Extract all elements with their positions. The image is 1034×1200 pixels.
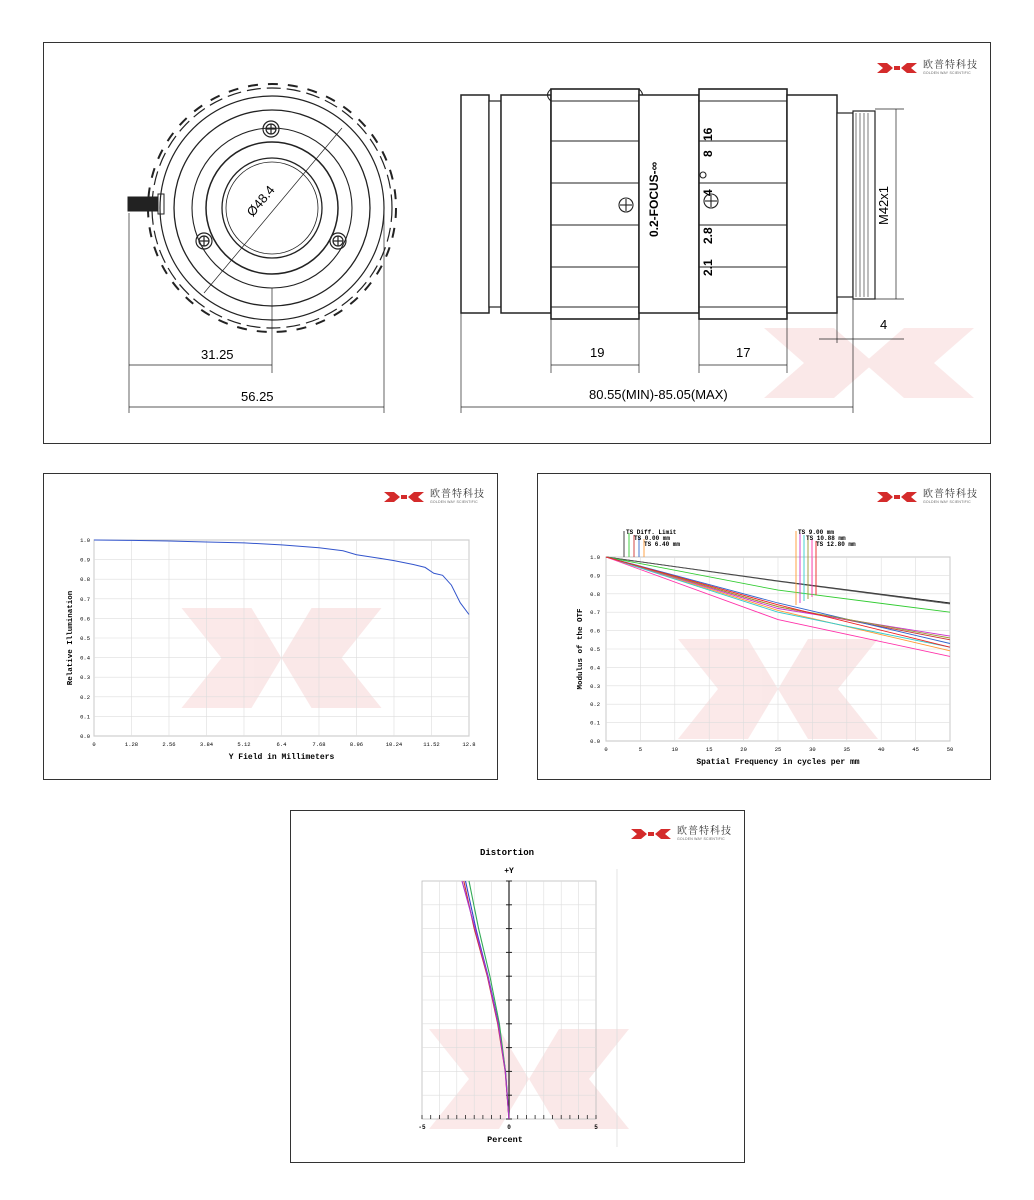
y-axis-label: Modulus of the OTF	[577, 608, 585, 690]
y-tick-label: 0.5	[80, 635, 90, 642]
y-tick-label: 0.6	[80, 615, 90, 623]
y-tick-label: 0.6	[590, 627, 600, 635]
x-axis-label: Y Field in Millimeters	[228, 753, 335, 762]
y-tick-label: 0.4	[590, 664, 600, 672]
y-tick-label: 0.2	[590, 701, 600, 709]
watermark-logo	[429, 1029, 629, 1129]
brand-name-cn: 欧普特科技	[430, 488, 485, 500]
y-tick-label: 0.3	[590, 682, 600, 690]
brand-name-cn: 欧普特科技	[923, 59, 978, 71]
dim-4-label: 4	[880, 317, 888, 332]
x-tick-label: 25	[774, 746, 782, 753]
legend-entry: TS 12.80 mm	[816, 541, 856, 548]
legend-entry: TS 6.40 mm	[644, 541, 681, 548]
thread-label: M42x1	[876, 185, 891, 225]
aperture-mark-16: 16	[701, 127, 715, 141]
dim-31-label: 31.25	[201, 347, 234, 362]
y-tick-label: 0.1	[590, 719, 600, 727]
aperture-mark-2-8: 2.8	[701, 227, 715, 244]
brand-name-en: GOLDEN WAY SCIENTIFIC	[430, 499, 478, 504]
y-tick-label: 0.8	[80, 576, 90, 584]
brand-name-cn: 欧普特科技	[677, 825, 732, 837]
dim-17-label: 17	[736, 345, 751, 360]
x-tick-label: 40	[877, 746, 885, 753]
y-tick-label: 0.9	[80, 556, 90, 564]
relative-illumination-chart	[44, 474, 497, 779]
x-axis-label: Spatial Frequency in cycles per mm	[696, 758, 860, 767]
lock-screw	[128, 194, 164, 214]
x-tick-label: 12.8	[462, 741, 476, 748]
distortion-chart	[291, 811, 744, 1162]
x-tick-label: 6.4	[276, 741, 287, 748]
y-tick-label: 0.0	[590, 738, 600, 745]
screw-left	[196, 233, 212, 249]
brand-name-en: GOLDEN WAY SCIENTIFIC	[923, 70, 971, 75]
front-view	[128, 84, 396, 413]
dim-19-label: 19	[590, 345, 605, 360]
x-axis-label: Percent	[487, 1135, 523, 1145]
x-tick-label: 2.56	[162, 741, 176, 748]
chart-title: Distortion	[479, 848, 535, 858]
y-tick-label: 0.4	[80, 654, 90, 662]
x-tick-label: 0	[604, 746, 608, 753]
y-tick-label: 0.0	[80, 733, 90, 740]
diameter-label: Ø48.4	[243, 182, 278, 220]
y-tick-label: 0.8	[590, 590, 600, 598]
x-tick-label: 50	[946, 746, 954, 753]
x-tick-label: 5.12	[237, 741, 251, 748]
mtf-panel	[537, 473, 991, 780]
x-tick-label: 20	[740, 746, 747, 753]
x-tick-label: 5	[638, 746, 643, 753]
x-tick-label: 10.24	[385, 741, 403, 748]
watermark-logo	[764, 328, 974, 398]
y-tick-label: 0.1	[80, 713, 90, 721]
y-tick-label: 0.2	[80, 693, 90, 701]
x-tick-label: 3.84	[199, 741, 214, 748]
dim-56-label: 56.25	[241, 389, 274, 404]
x-tick-label: 30	[809, 746, 816, 753]
length-label: 80.55(MIN)-85.05(MAX)	[589, 387, 728, 402]
screw-top	[263, 121, 279, 137]
x-tick-label: 8.96	[349, 741, 364, 748]
aperture-mark-8: 8	[701, 150, 715, 157]
lens-drawing	[44, 43, 990, 443]
x-tick-label: 0	[507, 1124, 511, 1131]
brand-name-en: GOLDEN WAY SCIENTIFIC	[923, 499, 971, 504]
legend-entry: TS 10.88 mm	[806, 535, 846, 542]
y-tick-label: 0.5	[590, 646, 600, 653]
x-tick-label: 5	[594, 1124, 598, 1131]
y-tick-label: 1.0	[590, 554, 600, 561]
y-tick-label: 1.0	[80, 537, 90, 544]
x-tick-label: 10	[671, 746, 679, 753]
x-tick-label: 11.52	[423, 741, 440, 748]
legend-entry: TS Diff. Limit	[626, 529, 677, 536]
x-tick-label: -5	[418, 1124, 426, 1131]
y-tick-label: 0.9	[590, 572, 600, 580]
drawing-panel	[43, 42, 991, 444]
x-tick-label: 35	[843, 746, 851, 753]
aperture-mark-2-1: 2.1	[701, 259, 715, 276]
y-axis-label: +Y	[504, 867, 514, 876]
y-tick-label: 0.7	[80, 595, 90, 603]
y-tick-label: 0.3	[80, 674, 90, 682]
screw-right	[330, 233, 346, 249]
relative-illumination-panel	[43, 473, 498, 780]
aperture-mark-4: 4	[701, 189, 715, 196]
y-axis-label: Relative Illumination	[67, 590, 75, 686]
x-tick-label: 7.68	[312, 741, 326, 748]
brand-name-en: GOLDEN WAY SCIENTIFIC	[677, 836, 725, 841]
distortion-panel	[290, 810, 745, 1163]
x-tick-label: 45	[912, 746, 919, 753]
legend-entry: TS 9.00 mm	[798, 529, 835, 536]
mtf-chart	[538, 474, 990, 779]
x-tick-label: 0	[92, 741, 96, 748]
brand-name-cn: 欧普特科技	[923, 488, 978, 500]
focus-label: 0.2-FOCUS-∞	[647, 161, 661, 237]
x-tick-label: 1.28	[124, 741, 139, 748]
y-tick-label: 0.7	[590, 609, 600, 617]
legend-entry: TS 0.00 mm	[634, 535, 671, 542]
x-tick-label: 15	[705, 746, 713, 753]
